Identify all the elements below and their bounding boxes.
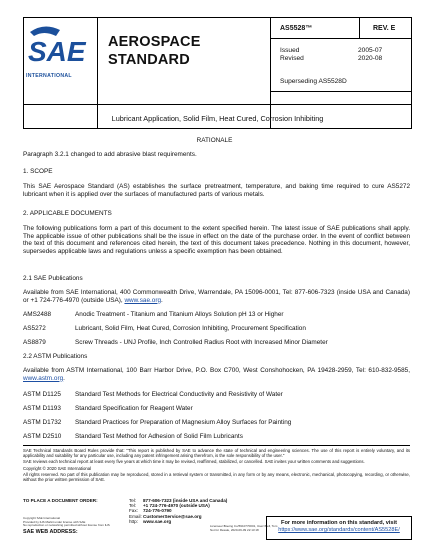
ref-title: Lubricant, Solid Film, Heat Cured, Corrosion Inhibiting, Procurement Specification [75,325,306,332]
title-line-2: STANDARD [108,52,190,68]
license-line-1: Copyright SAE International [23,516,61,520]
sae-publications-text: Available from SAE International, 400 Commonwealth Drive, Warrendale, PA 15096-0001, Tel: 877-606-7323 (inside USA and Canada) or +1 724-776-4970 (outside USA), www.sae.org. [23,289,410,304]
astm-ref-row [23,391,283,399]
license-line-2: Provided by IHS Markit under license with SAE [23,519,86,524]
rationale-heading: RATIONALE [196,137,233,144]
copyright: Copyright © 2020 SAE International [23,465,92,471]
sae-logo-icon [26,24,88,68]
sae-logo [26,24,88,88]
ref-title: Standard Test Methods for Electrical Conductivity and Resistivity of Water [75,391,283,398]
ref-code: AS5272 [23,325,46,332]
astm-ref-row [23,433,243,441]
licensee-line-2: Not for Resale, 2020-09-09 22:13:18 [210,527,259,532]
web-address-label: SAE WEB ADDRESS: [23,529,78,535]
divider [97,18,98,128]
more-info-box [266,516,412,540]
ref-code: ASTM D1193 [23,405,61,412]
document-type-title [108,33,201,69]
divider [270,91,411,92]
superseding: Superseding AS5528D [280,78,347,85]
astm-website-link[interactable]: www.astm.org [23,374,64,382]
title-line-1: AEROSPACE [108,34,201,50]
ref-code: ASTM D1125 [23,391,61,398]
divider [359,18,360,38]
applicable-text: The following publications form a part of this document to the extent specified herein. The latest issue of SAE publications shall apply. The applicable issue of other publications shall be the issue in effect on the date of the purchase order. In the event of conflict between the text of this document and references cited herein, the text of this document takes precedence. Nothing in this document, however, supersedes applicable laws and regulations unless a specific exemption has been obtained. [23,225,410,255]
ref-title: Anodic Treatment - Titanium and Titanium Alloys Solution pH 13 or Higher [75,311,284,318]
footer-legal [23,448,410,482]
ref-title: Standard Test Method for Adhesion of Solid Film Lubricants [75,433,243,440]
sae-ref-row [23,311,284,319]
ref-code: ASTM D1732 [23,419,62,426]
divider [270,38,411,39]
issued-date: 2005-07 [358,47,383,54]
sae-availability: Available from SAE International, 400 Commonwealth Drive, Warrendale, PA 15096-0001, Tel: 877-606-7323 (inside USA and Canada) or +1 724-776-4970 (outside USA), [23,289,410,304]
svg-text:SAE: SAE [28,36,86,67]
document-subject: Lubricant Application, Solid Film, Heat Cured, Corrosion Inhibiting [111,114,324,123]
policy-text-2: SAE reviews each technical report at least every five years at which time it may be revised, reaffirmed, stabilized, or cancelled. SAE invites your written comments and suggestions. [23,459,365,465]
ref-code: ASTM D2510 [23,433,62,440]
scope-heading: 1. SCOPE [23,168,53,175]
astm-publications-heading: 2.2 ASTM Publications [23,353,88,360]
email-label: Email: [129,513,142,519]
revised-label: Revised [280,55,304,62]
issued-label: Issued [280,47,300,54]
license-notice [23,517,110,528]
ref-title: Standard Specification for Reagent Water [75,405,193,412]
license-line-3: No reproduction or networking permitted without license from IHS [23,523,110,528]
sae-website-link[interactable]: www.sae.org [124,296,162,304]
standard-link[interactable]: https://www.sae.org/standards/content/AS5528E/ [278,527,400,533]
phone-usa: 877-606-7323 (inside USA and Canada) [143,498,228,503]
revision: REV. E [373,25,396,32]
document-header [23,17,412,129]
tel-label: Tel: [129,498,137,503]
divider [24,104,411,105]
web-address[interactable]: www.sae.org [143,518,172,524]
astm-ref-row [23,405,193,413]
ref-code: AS8879 [23,339,46,346]
email-address[interactable]: CustomerService@sae.org [143,513,202,519]
applicable-heading: 2. APPLICABLE DOCUMENTS [23,210,112,217]
fax-label: Fax: [129,508,138,514]
doc-number: AS5528™ [280,25,313,32]
astm-availability: Available from ASTM International, 100 Barr Harbor Drive, P.O. Box C700, West Conshohocken, PA 19428-2959, Tel: 610-832-9585, [23,367,410,374]
footer-divider [23,445,410,446]
rationale-text: Paragraph 3.2.1 changed to add abrasive blast requirements. [23,151,197,158]
rights-reserved: All rights reserved. No part of this publication may be reproduced, stored in a retrieval system or transmitted, in any form or by any means, electronic, mechanical, photocopying, recording, or otherwise, without the prior written permission of SAE. [23,471,410,483]
licensee-line-1: Licensee=Boeing Co/5910770001, User=Bell, Tom [210,524,278,528]
sae-ref-row [23,325,306,333]
revised-date: 2020-08 [358,55,383,62]
logo-subtext: INTERNATIONAL [26,73,72,79]
policy-text-1: SAE Technical Standards Board Rules provide that: "This report is published by SAE to advance the state of technical and engineering sciences. The use of this report is entirely voluntary, and its applicability and suitability for any particular use, including any patent infringement arising therefrom, is the sole responsibility of the user." [23,448,410,459]
divider [270,18,271,128]
scope-text: This SAE Aerospace Standard (AS) establishes the surface pretreatment, temperature, and baking time required to cure AS5272 lubricant when it is applied over the surfaces of manufactured parts of various metals. [23,183,410,198]
sae-publications-heading: 2.1 SAE Publications [23,275,83,282]
ref-code: AMS2488 [23,311,52,318]
order-label: TO PLACE A DOCUMENT ORDER: [23,498,98,503]
more-info-title: For more information on this standard, visit [281,520,397,526]
tel-label: Tel: [129,503,137,509]
astm-ref-row [23,419,291,427]
fax-number: 724-776-0790 [143,508,172,514]
ref-title: Screw Threads - UNJ Profile, Inch Controlled Radius Root with Increased Minor Diameter [75,339,328,346]
astm-publications-text: Available from ASTM International, 100 Barr Harbor Drive, P.O. Box C700, West Conshohocken, PA 19428-2959, Tel: 610-832-9585, www.astm.org. [23,367,410,382]
order-contacts [129,498,227,524]
http-label: http: [129,518,138,524]
ref-title: Standard Practices for Preparation of Magnesium Alloy Surfaces for Painting [75,419,292,426]
phone-intl: +1 724-776-4970 (outside USA) [143,503,210,509]
sae-ref-row [23,339,328,347]
